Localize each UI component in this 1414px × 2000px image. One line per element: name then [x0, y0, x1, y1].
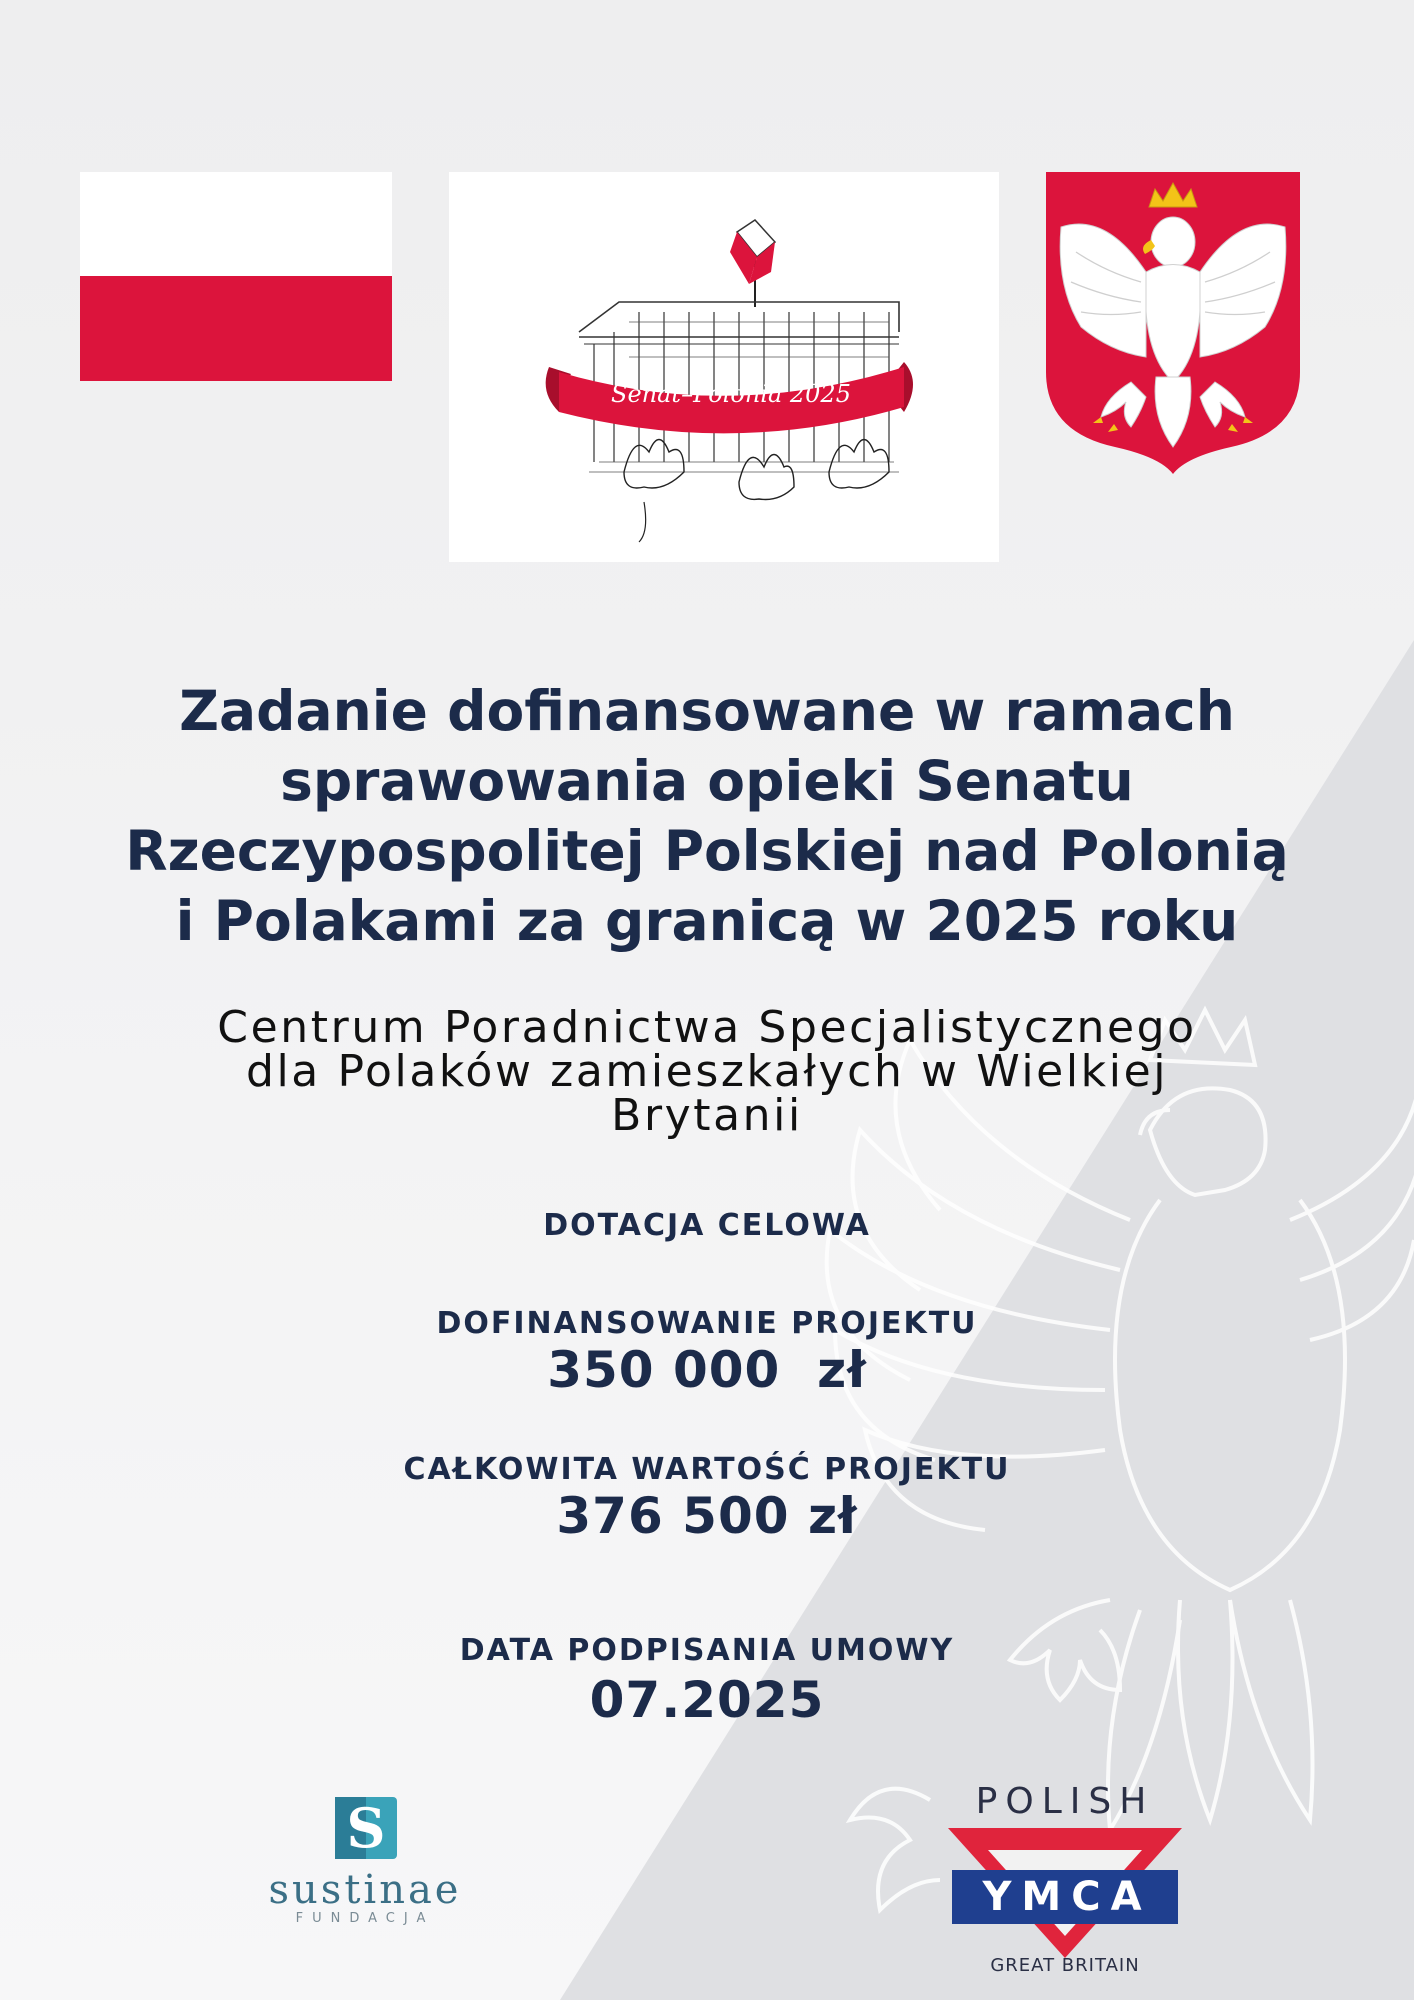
subtitle-line-3: Brytanii: [611, 1090, 803, 1141]
funding-label: DOFINANSOWANIE PROJEKTU: [436, 1306, 978, 1341]
subtitle-line-1: Centrum Poradnictwa Specjalistycznego: [217, 1002, 1197, 1053]
sustinae-subtitle: FUNDACJA: [295, 1911, 435, 1926]
funding-value: 350 000 zł: [547, 1341, 867, 1399]
senat-building-icon: [449, 172, 999, 562]
headline-line-3: Rzeczypospolitej Polskiej nad Polonią: [125, 819, 1289, 883]
signing-date-label: DATA PODPISANIA UMOWY: [459, 1633, 955, 1668]
grant-type: DOTACJA CELOWA: [543, 1208, 871, 1243]
sustinae-s-icon: [335, 1797, 397, 1859]
flag-white-stripe: [80, 172, 392, 276]
sustinae-logo: [260, 1792, 470, 1927]
headline-line-1: Zadanie dofinansowane w ramach: [179, 679, 1235, 743]
subtitle-line-2: dla Polaków zamieszkałych w Wielkiej: [245, 1046, 1169, 1097]
sustinae-name: sustinae: [268, 1867, 462, 1913]
headline-line-2: sprawowania opieki Senatu: [280, 749, 1134, 813]
ymca-text: YMCA: [982, 1874, 1152, 1920]
headline: [0, 676, 1414, 956]
ymca-great-britain-text: GREAT BRITAIN: [990, 1955, 1140, 1976]
white-eagle-icon: [1046, 172, 1300, 474]
polish-ymca-logo: [940, 1782, 1190, 1982]
signing-date-value: 07.2025: [589, 1671, 825, 1729]
total-value-amount: 376 500 zł: [556, 1487, 858, 1545]
senat-polonia-logo: [449, 172, 999, 562]
polish-flag: [80, 172, 392, 381]
ymca-polish-text: POLISH: [975, 1781, 1155, 1822]
organization-subtitle: [0, 1002, 1414, 1141]
total-value-label: CAŁKOWITA WARTOŚĆ PROJEKTU: [403, 1452, 1011, 1487]
headline-line-4: i Polakami za granicą w 2025 roku: [175, 889, 1239, 953]
svg-text:S: S: [346, 1797, 386, 1859]
senat-ribbon-text: Senat–Polonia 2025: [611, 380, 851, 408]
flag-red-stripe: [80, 276, 392, 381]
coat-of-arms: [1046, 172, 1300, 474]
